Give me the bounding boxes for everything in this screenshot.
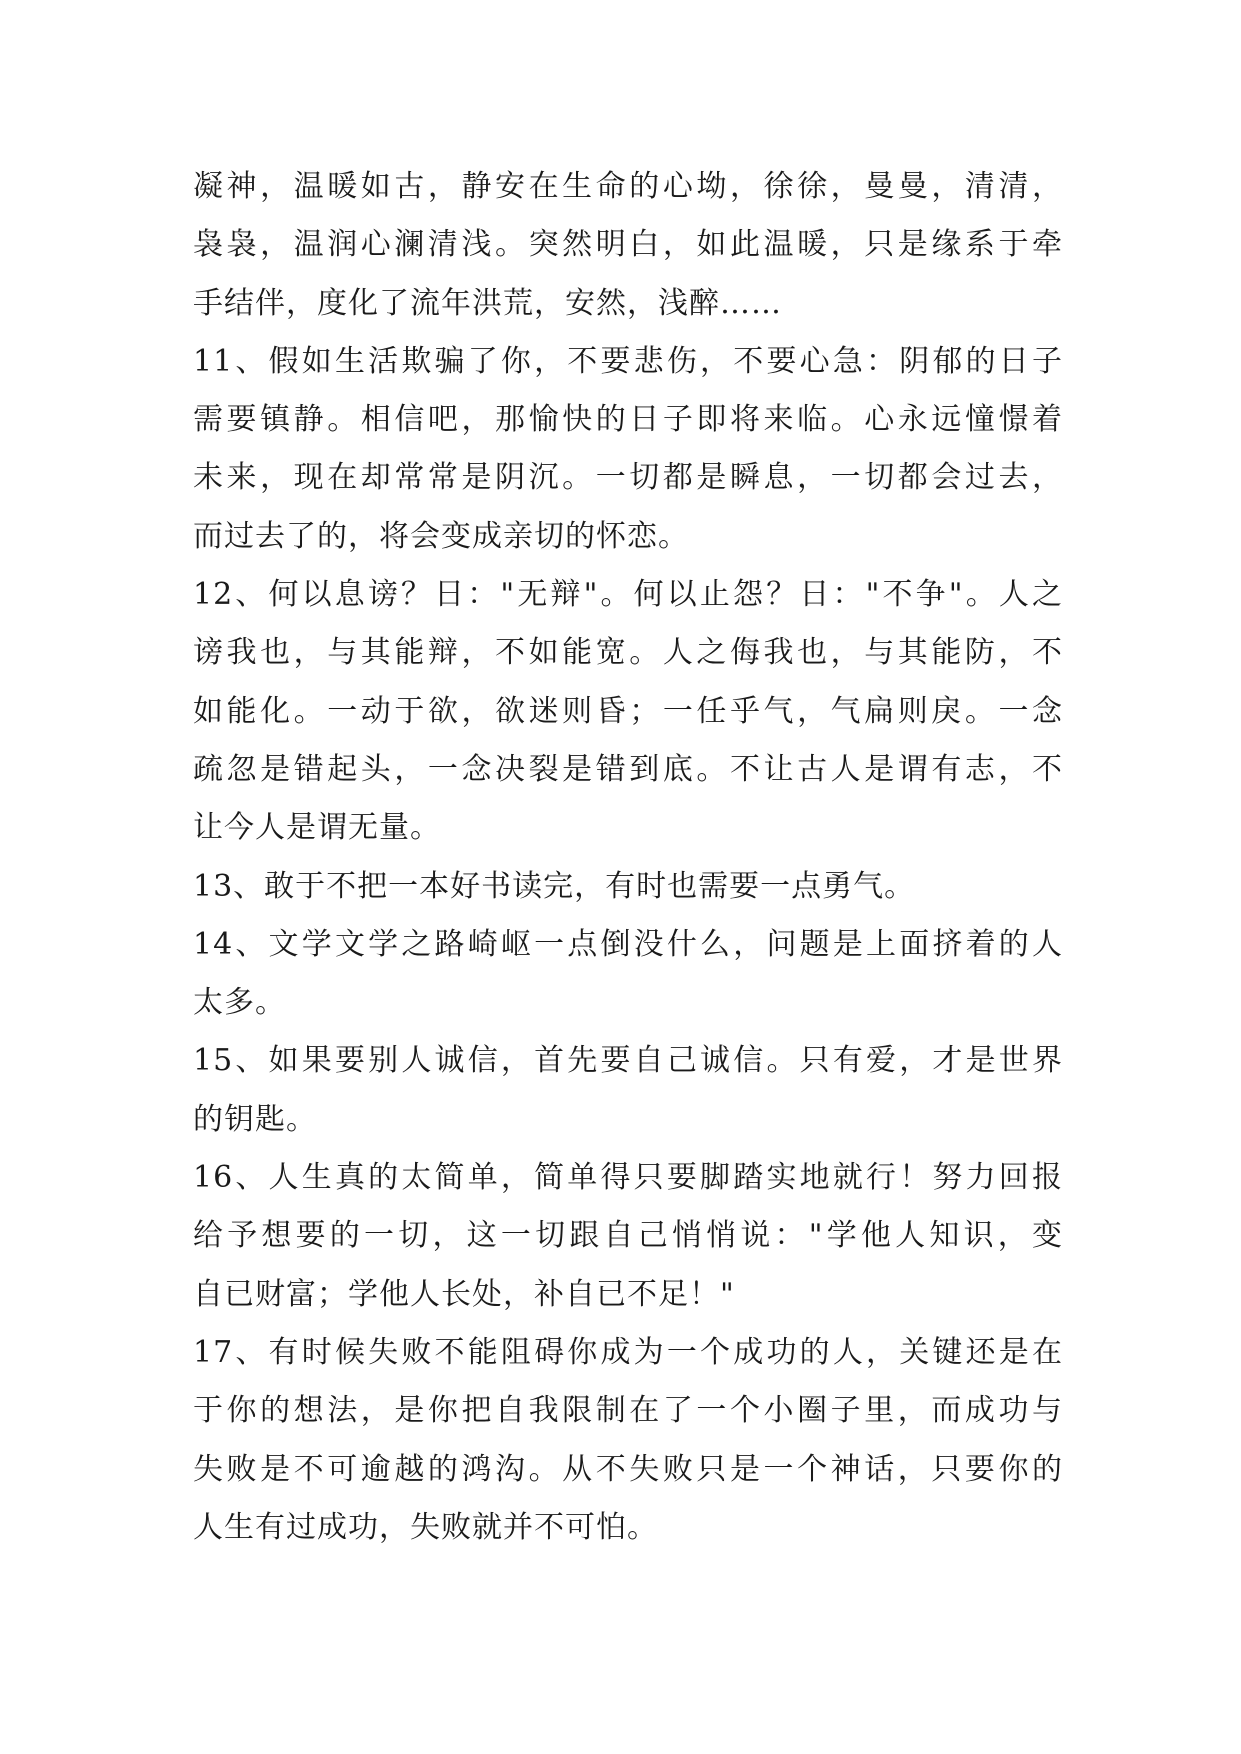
text-line: 需要镇静。相信吧，那愉快的日子即将来临。心永远憧憬着 — [193, 402, 1063, 438]
text-line: 自已财富；学他人长处，补自已不足！" — [193, 1276, 735, 1312]
text-line: 未来，现在却常常是阴沉。一切都是瞬息，一切都会过去， — [193, 460, 1063, 496]
text-line: 疏忽是错起头，一念决裂是错到底。不让古人是谓有志，不 — [193, 751, 1063, 787]
text-line: 的钥匙。 — [193, 1101, 317, 1137]
item-11-line: 11、假如生活欺骗了你，不要悲伤，不要心急：阴郁的日子 — [193, 343, 1063, 379]
text-line: 谤我也，与其能辩，不如能宽。人之侮我也，与其能防，不 — [193, 635, 1063, 671]
document-body — [193, 158, 1063, 1557]
text-line: 于你的想法，是你把自我限制在了一个小圈子里，而成功与 — [193, 1393, 1063, 1429]
text-line: 手结伴，度化了流年洪荒，安然，浅醉…… — [193, 285, 782, 321]
text-line: 给予想要的一切，这一切跟自己悄悄说："学他人知识，变 — [193, 1218, 1063, 1254]
text-line: 如能化。一动于欲，欲迷则昏；一任乎气，气扁则戾。一念 — [193, 693, 1063, 729]
text-line: 人生有过成功，失败就并不可怕。 — [193, 1509, 658, 1545]
text-line: 太多。 — [193, 985, 286, 1021]
text-line: 让今人是谓无量。 — [193, 810, 441, 846]
item-16-line: 16、人生真的太简单，简单得只要脚踏实地就行！努力回报 — [193, 1160, 1063, 1196]
text-line: 而过去了的，将会变成亲切的怀恋。 — [193, 518, 689, 554]
item-15-line: 15、如果要别人诚信，首先要自己诚信。只有爱，才是世界 — [193, 1043, 1063, 1079]
item-12-line: 12、何以息谤？日："无辩"。何以止怨？日："不争"。人之 — [193, 577, 1063, 613]
text-line: 袅袅，温润心澜清浅。突然明白，如此温暖，只是缘系于牵 — [193, 227, 1063, 263]
item-17-line: 17、有时候失败不能阻碍你成为一个成功的人，关键还是在 — [193, 1334, 1063, 1370]
item-14-line: 14、文学文学之路崎岖一点倒没什么，问题是上面挤着的人 — [193, 926, 1063, 962]
text-line: 凝神，温暖如古，静安在生命的心坳，徐徐，曼曼，清清， — [193, 169, 1063, 204]
item-13-line: 13、敢于不把一本好书读完，有时也需要一点勇气。 — [193, 868, 916, 904]
text-line: 失败是不可逾越的鸿沟。从不失败只是一个神话，只要你的 — [193, 1451, 1063, 1487]
